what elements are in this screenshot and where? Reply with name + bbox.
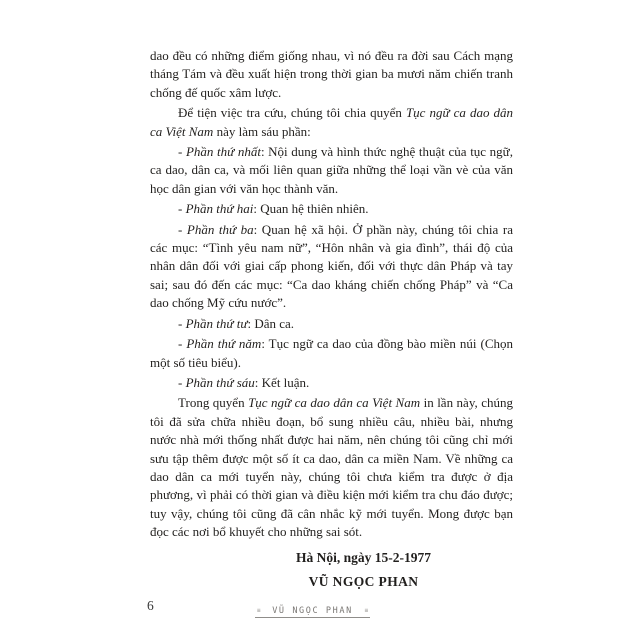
paragraph — [150, 47, 513, 102]
running-footer-unit — [255, 606, 370, 618]
text-run: : Quan hệ xã hội. Ở phần này, chúng tôi chia ra các mục: “Tình yêu nam nữ”, “Hôn nhân và gia đình”, thái độ của nhân dân đối với giai cấp phong kiến, đối với thực dân Pháp và tay sai; sau đó đến các mục: “Ca dao kháng chiến chống Pháp” và “Ca dao chống Mỹ cứu nước”. — [150, 221, 513, 311]
text-run: này làm sáu phần: — [213, 123, 311, 139]
paragraph — [150, 315, 513, 333]
italic-text-run: Phần thứ sáu — [185, 374, 255, 390]
paragraph — [150, 374, 513, 392]
italic-text-run: Tục ngữ ca dao dân ca Việt Nam — [248, 395, 421, 411]
author-signature: VŨ NGỌC PHAN — [308, 573, 419, 589]
paragraph — [150, 200, 513, 218]
text-run: dao đều có những điểm giống nhau, vì nó đều ra đời sau Cách mạng tháng Tám và đều xuất hiện trong thời gian ba mươi năm chiến tranh chống đế quốc xâm lược. — [150, 48, 513, 100]
italic-text-run: Phần thứ hai — [185, 201, 254, 217]
text-run: in lần này, chúng tôi đã sửa chữa nhiều đoạn, bổ sung nhiều câu, nhiều bài, nhưng nước nhà mới thống nhất được hai năm, nên chúng tôi cũng chỉ mới sưu tập thêm được một số ít ca dao, dân ca miền Nam. Về những ca dao dân ca mới tuyển này, chúng tôi chưa kiểm tra được ở địa phương, vì phải có thời gian và điều kiện mới kiểm tra chu đáo được; tuy vậy, chúng tôi cũng đã cân nhắc kỹ mới tuyển. Mong được bạn đọc các nơi bổ khuyết cho những sai sót. — [150, 395, 513, 540]
text-run: Để tiện việc tra cứu, chúng tôi chia quyển — [178, 105, 406, 121]
italic-text-run: Phần thứ nhất — [185, 144, 261, 160]
text-run: : Kết luận. — [254, 374, 310, 390]
running-footer — [0, 600, 625, 618]
text-run: Trong quyển — [178, 395, 249, 411]
closing-date-line: Hà Nội, ngày 15-2-1977 — [296, 549, 431, 565]
italic-text-run: Tục ngữ ca dao dân ca Việt Nam — [150, 105, 513, 139]
text-run: - — [178, 144, 186, 160]
paragraph — [150, 394, 513, 541]
italic-text-run: Phần thứ ba — [186, 221, 254, 237]
page-text-block — [150, 47, 513, 592]
text-run: : Quan hệ thiên nhiên. — [253, 201, 369, 217]
text-run: - — [178, 336, 187, 352]
footer-left-ornament-icon: ≡ — [256, 607, 261, 614]
italic-text-run: Phần thứ năm — [186, 336, 262, 352]
running-footer-title: VŨ NGỌC PHAN — [272, 606, 353, 616]
text-run: - — [178, 221, 187, 237]
text-run: - — [178, 315, 186, 331]
text-run: : Nội dung và hình thức nghệ thuật của tục ngữ, ca dao, dân ca, và mối liên quan giữa những thể loại vần vè của văn học dân gian với văn học thành văn. — [150, 144, 513, 196]
body-paragraphs — [150, 47, 513, 542]
text-run: - — [178, 374, 186, 390]
footer-right-ornament-icon: ≡ — [364, 607, 369, 614]
page-number: 6 — [147, 598, 154, 613]
paragraph — [150, 221, 513, 313]
text-run: : Dân ca. — [247, 315, 295, 331]
text-run: - — [178, 201, 186, 217]
text-run: : Tục ngữ ca dao của đồng bào miền núi (Chọn một số tiêu biểu). — [150, 336, 513, 370]
paragraph — [150, 104, 513, 141]
italic-text-run: Phần thứ tư — [185, 315, 248, 331]
paragraph — [150, 335, 513, 372]
paragraph — [150, 143, 513, 198]
